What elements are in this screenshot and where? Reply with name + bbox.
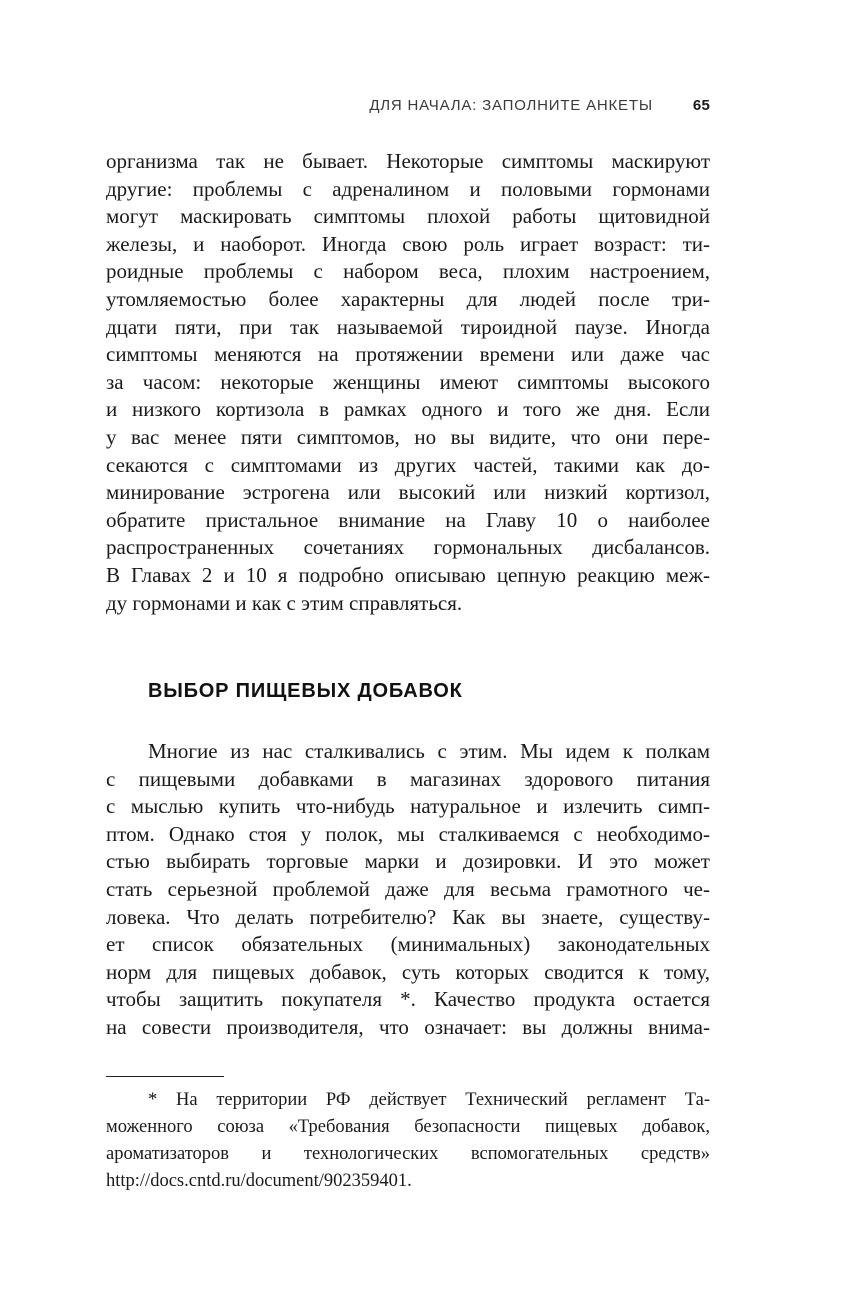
text-line: ловека. Что делать потребителю? Как вы знаете, существу- <box>106 904 710 929</box>
text-line: чтобы защитить покупателя *. Качество продукта остается <box>106 987 710 1012</box>
text-line: стью выбирать торговые марки и дозировки. И это может <box>106 849 710 874</box>
footnote-url: http://docs.cntd.ru/document/902359401. <box>106 1171 412 1191</box>
text-line: с пищевыми добавками в магазинах здорового питания <box>106 766 710 791</box>
text-line: минирование эстрогена или высокий или низкий кортизол, <box>106 480 710 505</box>
paragraph-2 <box>106 738 710 1042</box>
footnote-line: моженного союза «Требования безопасности пищевых добавок, <box>106 1117 710 1137</box>
text-line: роидные проблемы с набором веса, плохим настроением, <box>106 259 710 284</box>
footnote-rule <box>106 1076 224 1077</box>
footnote-line: ароматизаторов и технологических вспомогательных средств» <box>106 1144 710 1164</box>
text-line: у вас менее пяти симптомов, но вы видите, что они пере- <box>106 424 710 449</box>
running-head-title: ДЛЯ НАЧАЛА: ЗАПОЛНИТЕ АНКЕТЫ <box>369 97 653 114</box>
text-line: с мыслью купить что-нибудь натуральное и излечить симп- <box>106 794 710 819</box>
text-line: птом. Однако стоя у полок, мы сталкиваемся с необходимо- <box>106 821 710 846</box>
text-line: В Главах 2 и 10 я подробно описываю цепную реакцию меж- <box>106 562 710 587</box>
text-line: утомляемостью более характерны для людей после три- <box>106 286 710 311</box>
text-line: другие: проблемы с адреналином и половыми гормонами <box>106 176 710 201</box>
text-line: ет список обязательных (минимальных) законодательных <box>106 932 710 957</box>
text-line: Многие из нас сталкивались с этим. Мы идем к полкам <box>148 739 710 763</box>
text-line: секаются с симптомами из других частей, такими как до- <box>106 452 710 477</box>
text-line: на совести производителя, что означает: вы должны внима- <box>106 1014 710 1039</box>
text-line: и низкого кортизола в рамках одного и того же дня. Если <box>106 397 710 422</box>
text-line: железы, и наоборот. Иногда свою роль играет возраст: ти- <box>106 231 710 256</box>
text-line: стать серьезной проблемой даже для весьма грамотного че- <box>106 876 710 901</box>
text-line: ду гормонами и как с этим справляться. <box>106 590 463 615</box>
text-line: распространенных сочетаниях гормональных дисбалансов. <box>106 535 710 560</box>
footnote <box>106 1087 710 1195</box>
text-line: организма так не бывает. Некоторые симптомы маскируют <box>106 149 710 173</box>
text-line: за часом: некоторые женщины имеют симптомы высокого <box>106 369 710 394</box>
text-line: дцати пяти, при так называемой тироидной паузе. Иногда <box>106 314 710 339</box>
footnote-line: * На территории РФ действует Технический регламент Та- <box>148 1090 710 1110</box>
paragraph-1 <box>106 148 710 617</box>
running-head <box>106 97 710 114</box>
text-line: могут маскировать симптомы плохой работы щитовидной <box>106 204 710 229</box>
text-line: симптомы меняются на протяжении времени или даже час <box>106 342 710 367</box>
text-line: обратите пристальное внимание на Главу 10 о наиболее <box>106 507 710 532</box>
section-heading: ВЫБОР ПИЩЕВЫХ ДОБАВОК <box>148 680 463 702</box>
text-line: норм для пищевых добавок, суть которых сводится к тому, <box>106 959 710 984</box>
page-number: 65 <box>692 97 710 114</box>
